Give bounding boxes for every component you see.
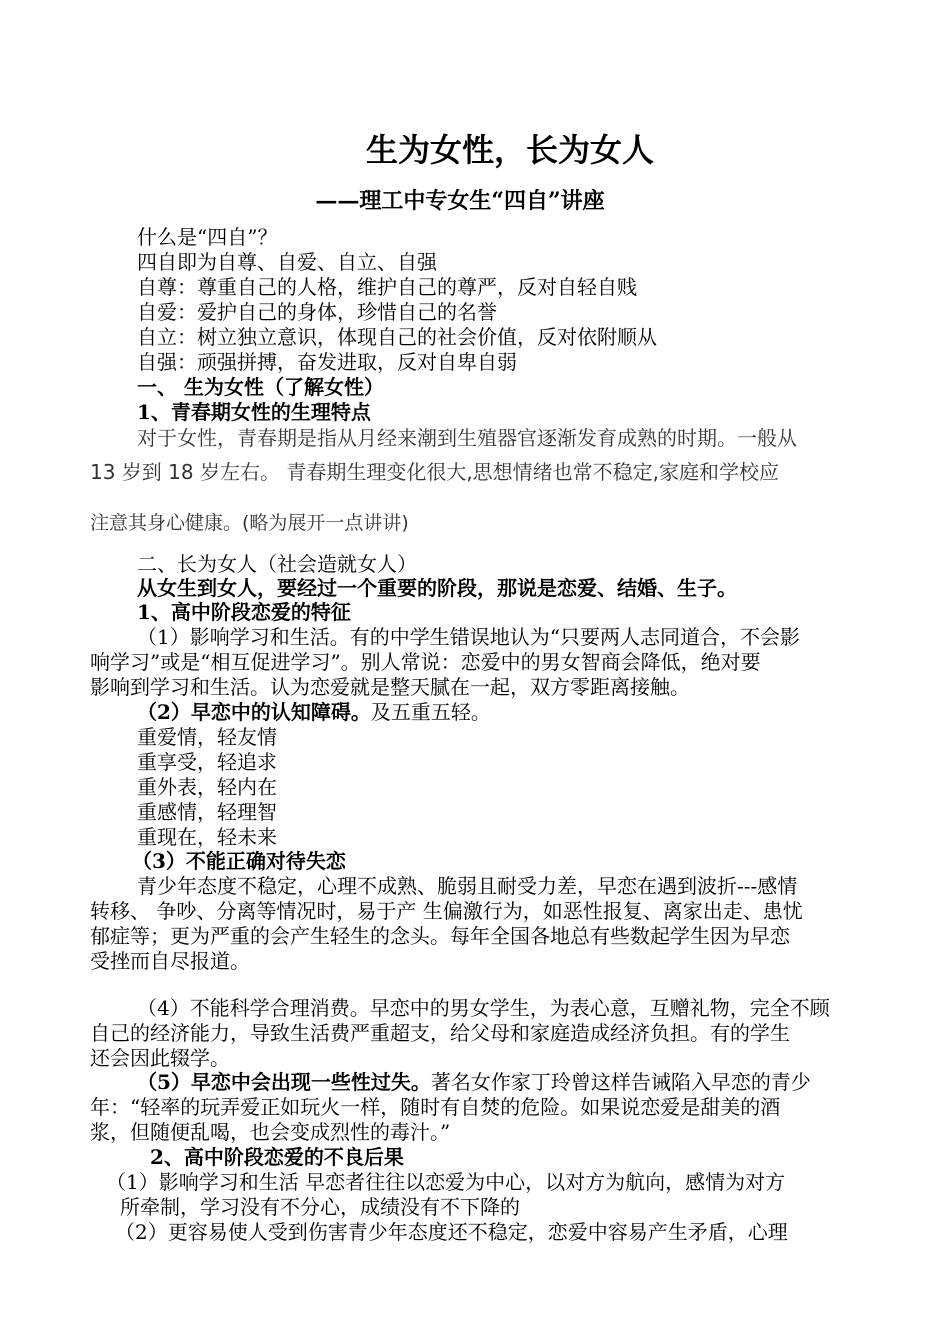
subsection-heading: 1、高中阶段恋爱的特征 — [137, 600, 351, 624]
item-heading: （3）不能正确对待失恋 — [132, 849, 346, 873]
intro-line: 自立：树立独立意识，体现自己的社会价值，反对依附顺从 — [137, 325, 657, 349]
paragraph-line: （1）影响学习和生活 早恋者往往以恋爱为中心，以对方为航向，感情为对方 — [106, 1170, 786, 1194]
list-item: 重外表，轻内在 — [137, 775, 277, 799]
document-subtitle: ——理工中专女生“四自”讲座 — [315, 188, 605, 214]
list-item: 重爱情，轻友情 — [137, 725, 277, 749]
intro-line: 自尊：尊重自己的人格，维护自己的尊严，反对自轻自贱 — [137, 275, 637, 299]
section-heading: 一、 生为女性（了解女性） — [137, 375, 384, 399]
paragraph-line: 影响到学习和生活。认为恋爱就是整天腻在一起，双方零距离接触。 — [90, 675, 690, 699]
paragraph-line: （4）不能科学合理消费。早恋中的男女学生，为表心意，互赠礼物，完全不顾 — [137, 996, 830, 1020]
subsection-heading: 1、青春期女性的生理特点 — [137, 400, 371, 424]
intro-line: 自强：顽强拼搏，奋发进取，反对自卑自弱 — [137, 350, 517, 374]
item-heading: （2）早恋中的认知障碍。 — [137, 700, 371, 724]
paragraph-line: （1）影响学习和生活。有的中学生错误地认为“只要两人志同道合，不会影 — [137, 625, 800, 649]
paragraph-line: 转移、 争吵、分离等情况时，易于产 生偏激行为，如恶性报复、离家出走、患忧 — [90, 899, 803, 923]
paragraph-line: 自己的经济能力，导致生活费严重超支，给父母和家庭造成经济负担。有的学生 — [90, 1021, 790, 1045]
list-item: 重享受，轻追求 — [137, 750, 277, 774]
paragraph-line: 对于女性，青春期是指从月经来潮到生殖器官逐渐发育成熟的时期。一般从 — [137, 426, 797, 450]
subsection-heading: 2、高中阶段恋爱的不良后果 — [150, 1145, 404, 1169]
paragraph-line: 郁症等；更为严重的会产生轻生的念头。每年全国各地总有些数起学生因为早恋 — [90, 924, 790, 948]
intro-line: 四自即为自尊、自爱、自立、自强 — [137, 250, 437, 274]
paragraph-line: 所牵制，学习没有不分心，成绩没有不下降的 — [120, 1195, 520, 1219]
paragraph-line: 浆，但随便乱喝，也会变成烈性的毒汁。” — [90, 1120, 451, 1144]
item-line — [137, 700, 909, 725]
paragraph-line: 注意其身心健康。(略为展开一点讲讲) — [90, 512, 409, 534]
item-line — [137, 1070, 909, 1095]
section-heading: 二、长为女人（社会造就女人） — [137, 552, 417, 576]
paragraph-line: 13 岁到 18 岁左右。 青春期生理变化很大,思想情绪也常不稳定,家庭和学校应 — [90, 460, 780, 484]
intro-line: 自爱：爱护自己的身体，珍惜自己的名誉 — [137, 300, 497, 324]
lead-line: 从女生到女人，要经过一个重要的阶段，那说是恋爱、结婚、生子。 — [137, 576, 737, 600]
list-item: 重感情，轻理智 — [137, 800, 277, 824]
paragraph-line: 青少年态度不稳定，心理不成熟、脆弱且耐受力差，早恋在遇到波折---感情 — [137, 874, 798, 898]
intro-line: 什么是“四自”？ — [137, 225, 278, 249]
paragraph-line: 年：“轻率的玩弄爱正如玩火一样，随时有自焚的危险。如果说恋爱是甜美的酒 — [90, 1095, 781, 1119]
paragraph-line: 还会因此辍学。 — [90, 1046, 230, 1070]
item-heading: （5）早恋中会出现一些性过失。 — [137, 1070, 431, 1094]
list-item: 重现在，轻未来 — [137, 825, 277, 849]
paragraph-line: 受挫而自尽报道。 — [90, 949, 250, 973]
document-title: 生为女性，长为女人 — [365, 131, 654, 169]
paragraph-line: （2）更容易使人受到伤害青少年态度还不稳定，恋爱中容易产生矛盾，心理 — [115, 1220, 788, 1244]
item-text: 著名女作家丁玲曾这样告诫陷入早恋的青少 — [430, 1070, 811, 1094]
paragraph-line: 响学习”或是“相互促进学习”。别人常说：恋爱中的男女智商会降低，绝对要 — [90, 650, 761, 674]
item-text: 及五重五轻。 — [370, 700, 491, 724]
